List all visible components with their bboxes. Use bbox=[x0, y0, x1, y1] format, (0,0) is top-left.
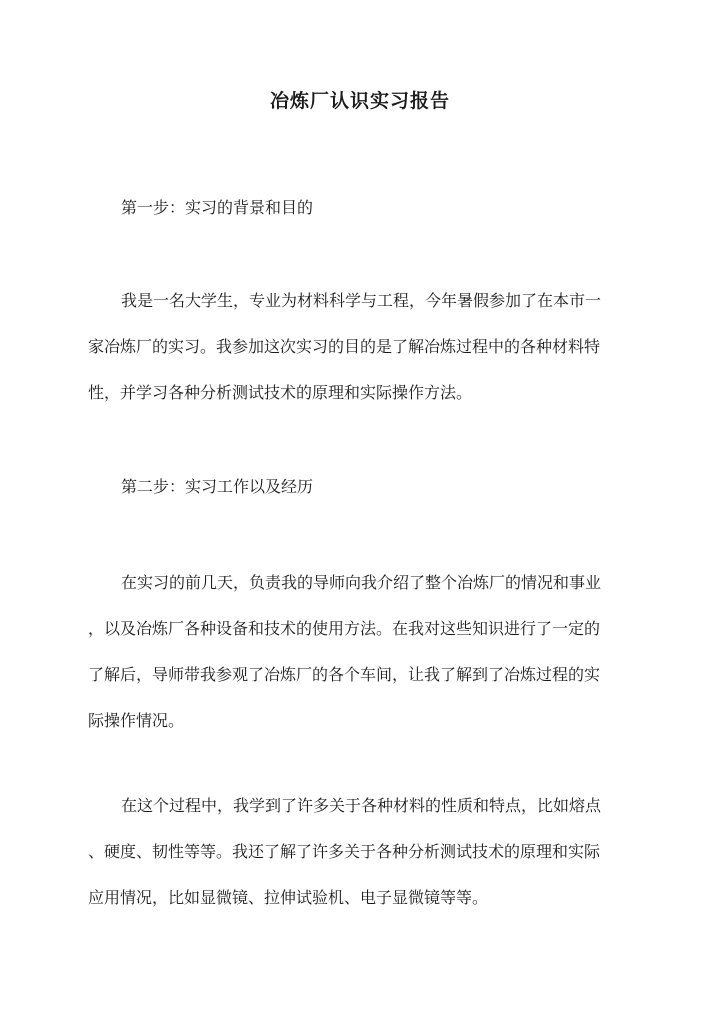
paragraph-learning bbox=[88, 783, 636, 921]
paragraph-line: 在实习的前几天，负责我的导师向我介绍了整个冶炼厂的情况和事业 bbox=[121, 573, 602, 592]
paragraph-line: 在这个过程中，我学到了许多关于各种材料的性质和特点，比如熔点 bbox=[121, 796, 602, 815]
paragraph-line: 、硬度、韧性等等。我还了解了许多关于各种分析测试技术的原理和实际 bbox=[88, 842, 601, 861]
paragraph-line: 了解后，导师带我参观了冶炼厂的各个车间，让我了解到了冶炼过程的实 bbox=[88, 665, 601, 684]
section-heading-step-one: 第一步：实习的背景和目的 bbox=[121, 198, 314, 217]
paragraph-line: 性，并学习各种分析测试技术的原理和实际操作方法。 bbox=[88, 383, 473, 402]
paragraph-line: 我是一名大学生，专业为材料科学与工程，今年暑假参加了在本市一 bbox=[121, 291, 602, 310]
paragraph-line: 际操作情况。 bbox=[88, 711, 185, 730]
paragraph-line: 应用情况，比如显微镜、拉伸试验机、电子显微镜等等。 bbox=[88, 888, 489, 907]
paragraph-line: ，以及冶炼厂各种设备和技术的使用方法。在我对这些知识进行了一定的 bbox=[88, 619, 601, 638]
paragraph-background-purpose bbox=[88, 278, 636, 416]
paragraph-work-experience bbox=[88, 560, 636, 744]
document-title: 冶炼厂认识实习报告 bbox=[269, 90, 450, 112]
paragraph-line: 家冶炼厂的实习。我参加这次实习的目的是了解冶炼过程中的各种材料特 bbox=[88, 337, 601, 356]
section-heading-step-two: 第二步：实习工作以及经历 bbox=[121, 477, 314, 496]
